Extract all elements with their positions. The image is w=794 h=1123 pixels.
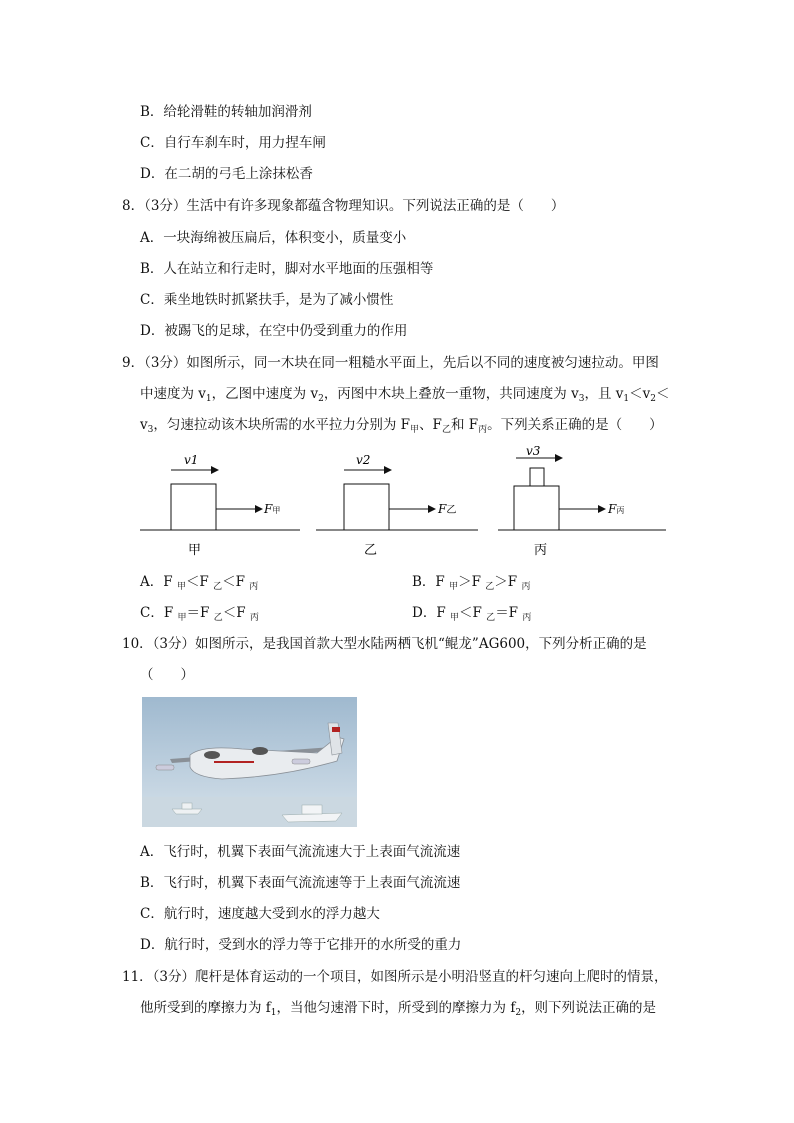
q9-stem-line3: $v_3$，匀速拉动该木块所需的水平拉力分别为 $F_甲$、$F_乙$和 $F_丙$。下列关系正确的是（ ）	[140, 417, 663, 435]
label-f-bing: F丙	[608, 502, 625, 516]
q10-option-a: A．飞行时，机翼下表面气流流速大于上表面气流流速	[140, 844, 461, 860]
label-v1: v1	[184, 453, 199, 467]
label-v2: v2	[356, 453, 371, 467]
ship-left-cabin	[182, 803, 192, 809]
q8-stem: 8．（3分）生活中有许多现象都蕴含物理知识。下列说法正确的是（ ）	[122, 198, 565, 214]
q10-stem-line1: 10．（3分）如图所示，是我国首款大型水陆两栖飞机“鲲龙”AG600，下列分析正确的是	[122, 636, 647, 652]
q10-option-c: C．航行时，速度越大受到水的浮力越大	[140, 906, 380, 922]
block-jia	[171, 484, 216, 530]
q8-option-a: A．一块海绵被压扁后，体积变小，质量变小	[140, 230, 407, 246]
engine-right	[252, 747, 268, 755]
q8-option-d: D．被踢飞的足球，在空中仍受到重力的作用	[140, 323, 408, 339]
tail-flag	[332, 727, 340, 732]
engine-left	[204, 751, 220, 759]
q9-option-d: D．F $_甲$＜F $_乙$＝F $_丙$	[412, 605, 532, 623]
ship-right-cabin	[302, 805, 322, 814]
q10-stem-line2: （ ）	[140, 667, 194, 683]
q9-option-b: B．F $_甲$＞F $_乙$＞F $_丙$	[412, 574, 531, 592]
float-left	[156, 765, 174, 770]
q8-option-b: B．人在站立和行走时，脚对水平地面的压强相等	[140, 261, 434, 277]
q9-option-c: C．F $_甲$＝F $_乙$＜F $_丙$	[140, 605, 259, 623]
q10-option-b: B．飞行时，机翼下表面气流流速等于上表面气流流速	[140, 875, 461, 891]
label-f-jia: F甲	[264, 502, 281, 516]
q7-option-d: D．在二胡的弓毛上涂抹松香	[140, 166, 313, 182]
label-f-yi: F乙	[438, 502, 457, 516]
block-bing	[514, 486, 559, 530]
seaplane-photo	[142, 697, 357, 827]
q9-stem-line1: 9．（3分）如图所示，同一木块在同一粗糙水平面上，先后以不同的速度被匀速拉动。甲图	[122, 355, 659, 371]
caption-jia: 甲	[188, 543, 202, 558]
q7-option-c: C．自行车刹车时，用力捏车闸	[140, 135, 326, 151]
q7-option-b: B．给轮滑鞋的转轴加润滑剂	[140, 104, 312, 120]
weight-on-block	[530, 468, 544, 486]
q9-force-diagram	[138, 446, 668, 566]
q11-stem-line2: 他所受到的摩擦力为 $f_1$，当他匀速滑下时，所受到的摩擦力为 $f_2$，则下列说法正确的是	[140, 1000, 657, 1018]
q9-option-a: A．F $_甲$＜F $_乙$＜F $_丙$	[140, 574, 259, 592]
q9-stem-line2: 中速度为 $v_1$，乙图中速度为 $v_2$，丙图中木块上叠放一重物，共同速度为 $v_3$，且 $v_1<v_2<$	[140, 386, 670, 404]
float-right	[292, 759, 310, 764]
ship-left	[172, 809, 202, 814]
plane-stripe	[214, 761, 254, 763]
q11-stem-line1: 11．（3分）爬杆是体育运动的一个项目，如图所示是小明沿竖直的杆匀速向上爬时的情景，	[122, 969, 668, 985]
block-yi	[344, 484, 389, 530]
caption-yi: 乙	[364, 543, 378, 558]
q8-option-c: C．乘坐地铁时抓紧扶手，是为了减小惯性	[140, 292, 394, 308]
q10-option-d: D．航行时，受到水的浮力等于它排开的水所受的重力	[140, 937, 462, 953]
caption-bing: 丙	[534, 543, 548, 558]
label-v3: v3	[526, 446, 541, 458]
